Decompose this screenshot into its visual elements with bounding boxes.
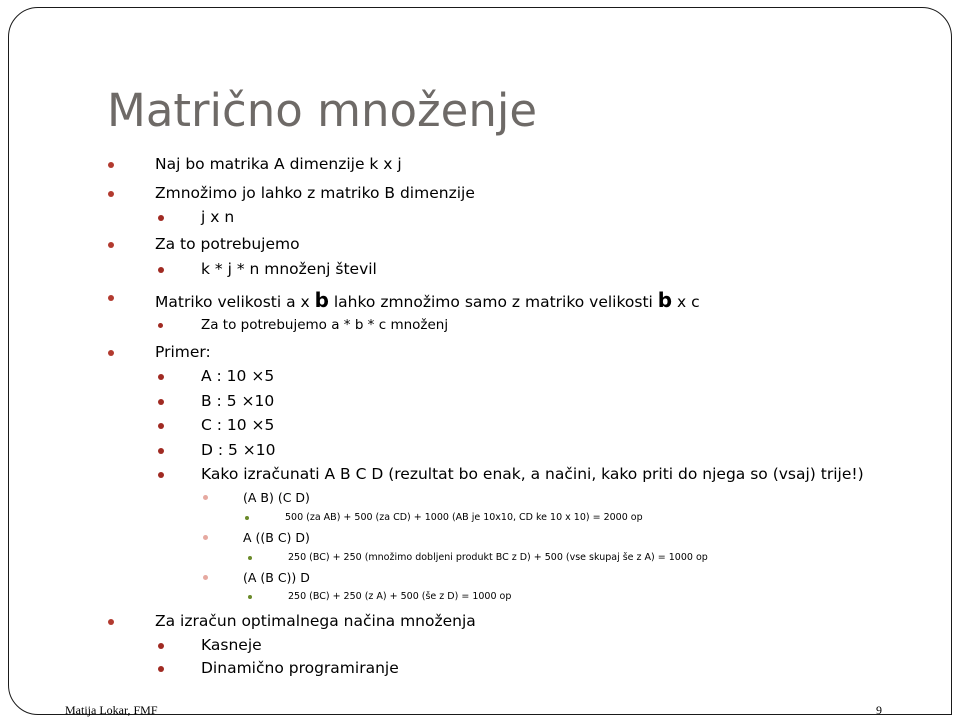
bullet-optimal: Za izračun optimalnega načina množenja xyxy=(155,612,476,630)
sub-bullet-later: Kasneje xyxy=(201,636,262,654)
size-rule-bold-b2: b xyxy=(657,288,673,312)
size-rule-mid: lahko zmnožimo samo z matriko velikosti xyxy=(328,293,658,311)
sub-bullet-a: A : 10 ⨯5 xyxy=(201,367,275,385)
option-a-bc-d2: (A (B C)) D xyxy=(243,570,310,585)
sub-bullet-dp: Dinamično programiranje xyxy=(201,659,399,677)
bullet-example: Primer: xyxy=(155,343,211,361)
sub-bullet-d: D : 5 ⨯10 xyxy=(201,441,276,459)
bullet-matrix-a: Naj bo matrika A dimenzije k x j xyxy=(155,155,402,173)
option-a-bc-d2-cost: 250 (BC) + 250 (z A) + 500 (še z D) = 1000 op xyxy=(288,591,512,602)
bullet-need: Za to potrebujemo xyxy=(155,235,300,253)
option-ab-cd: (A B) (C D) xyxy=(243,490,310,505)
size-rule-pre: Matriko velikosti a x xyxy=(155,293,315,311)
option-a-bc-d-cost: 250 (BC) + 250 (množimo dobljeni produkt BC z D) + 500 (vse skupaj še z A) = 1000 op xyxy=(288,552,708,563)
footer-author: Matija Lokar, FMF xyxy=(65,703,158,717)
sub-bullet-abc: Za to potrebujemo a * b * c množenj xyxy=(201,317,449,333)
sub-bullet-how: Kako izračunati A B C D (rezultat bo enak, a načini, kako priti do njega so (vsaj) trije!) xyxy=(201,465,864,483)
size-rule-post: x c xyxy=(672,293,700,311)
bullet-size-rule xyxy=(155,288,700,312)
option-ab-cd-cost: 500 (za AB) + 500 (za CD) + 1000 (AB je 10x10, CD ke 10 x 10) = 2000 op xyxy=(285,512,643,523)
option-a-bc-d: A ((B C) D) xyxy=(243,530,310,545)
bullet-multiply-b: Zmnožimo jo lahko z matriko B dimenzije xyxy=(155,184,475,202)
sub-bullet-b: B : 5 ⨯10 xyxy=(201,392,275,410)
sub-bullet-c: C : 10 ⨯5 xyxy=(201,416,275,434)
sub-bullet-count: k * j * n množenj števil xyxy=(201,260,377,278)
slide-title: Matrično množenje xyxy=(107,84,538,137)
sub-bullet-dimension: j x n xyxy=(201,208,235,226)
page-number: 9 xyxy=(876,703,882,717)
size-rule-bold-b1: b xyxy=(314,288,329,312)
